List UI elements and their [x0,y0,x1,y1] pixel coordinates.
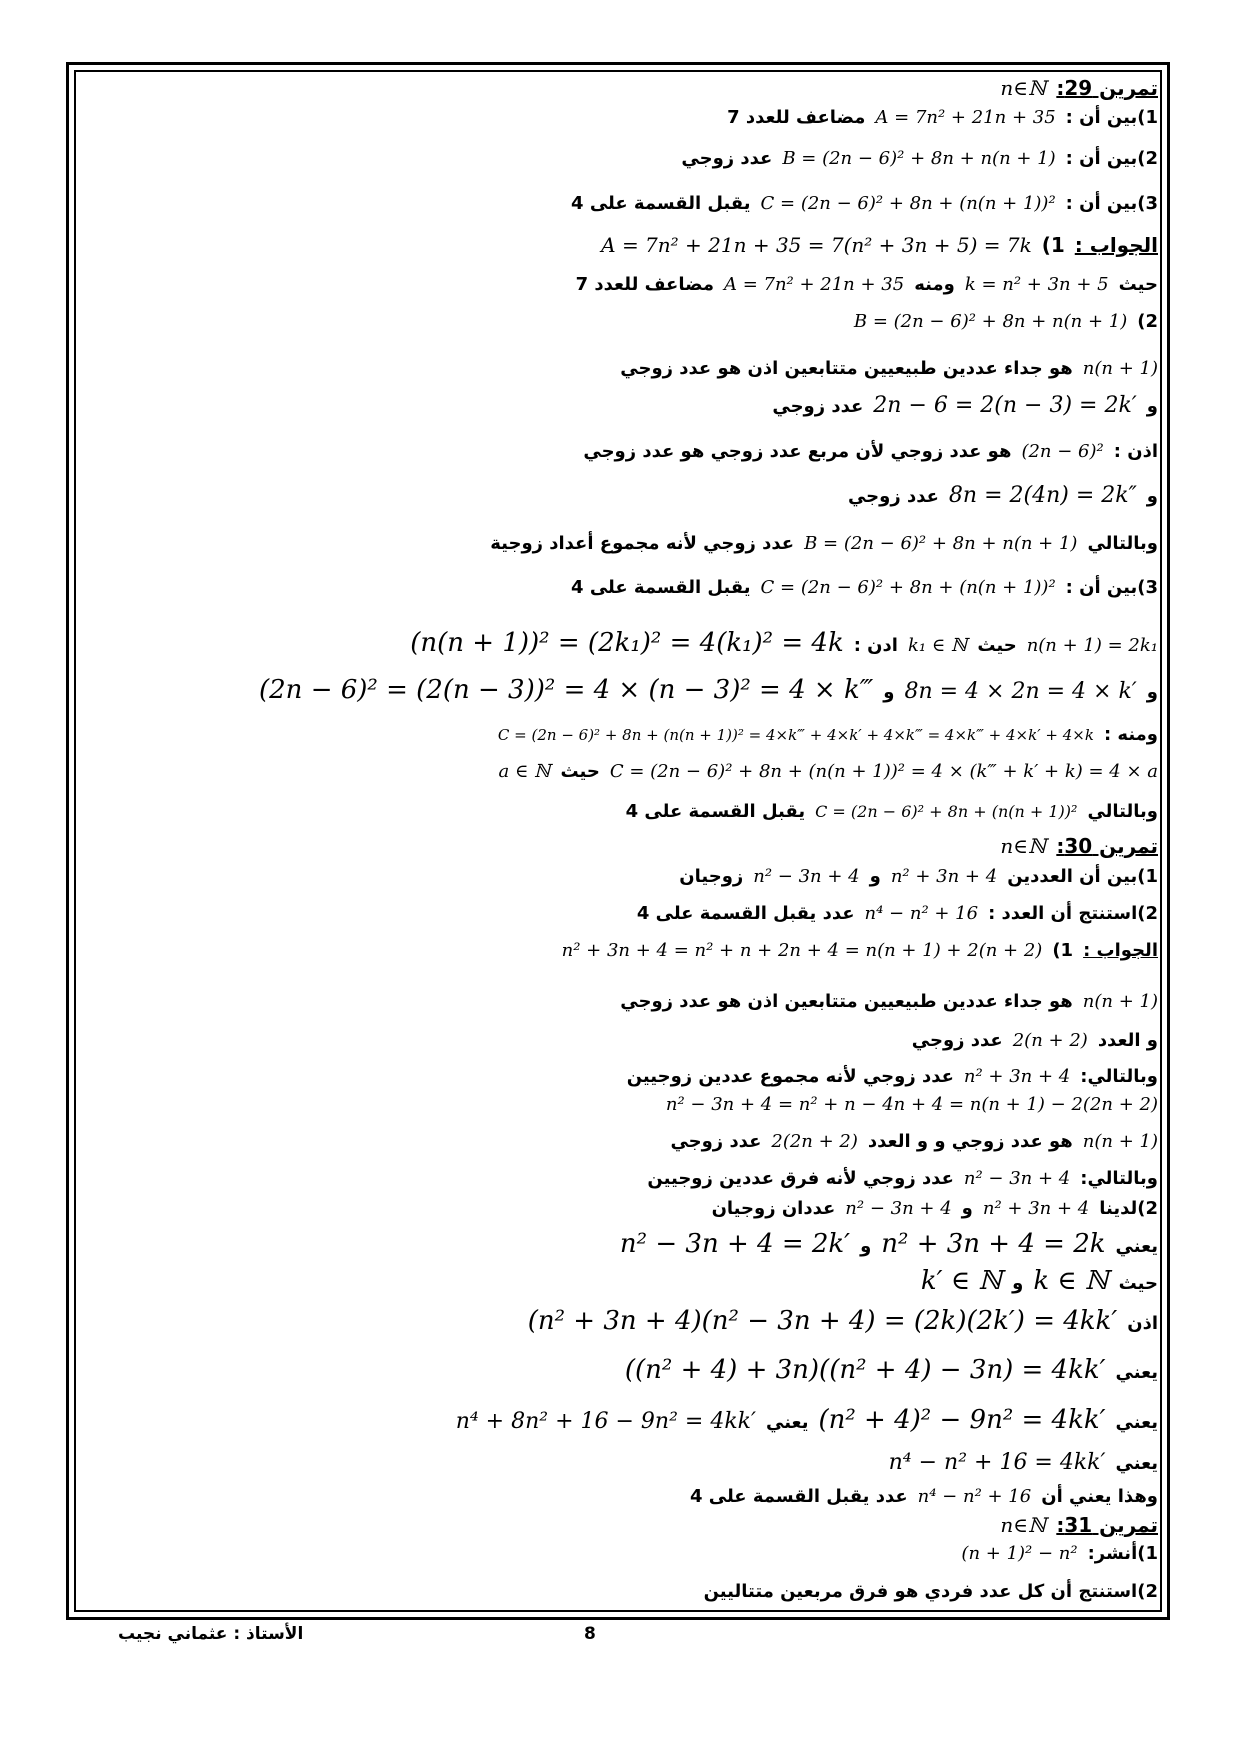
math: A = 7n² + 21n + 35 [875,107,1056,128]
exercise-30-line: عدد زوجي 2(2n + 2) هو عدد زوجي و و العدد n(n + 1) [670,1131,1158,1152]
exercise-30-line: عدد يقبل القسمة على 4 n⁴ − n² + 16 وهذا يعني أن [689,1486,1158,1507]
exercise-30-heading [1000,834,1158,858]
exercise-title: تمرين 31: [1056,1513,1158,1537]
exercise-30-question-1: زوجيان n² − 3n + 4 و n² + 3n + 4 1)بين أن العددين [679,866,1158,887]
exercise-29-line: C = (2n − 6)² + 8n + (n(n + 1))² = 4×k‴ + 4×k′ + 4×k‴ = 4×k‴ + 4×k′ + 4×k ومنه : [497,724,1158,745]
exercise-29-heading [1000,76,1158,100]
exercise-30-line: عدد زوجي لأنه فرق عددين زوجيين n² − 3n + 4 وبالتالي: [647,1168,1158,1189]
exercise-29-line: عدد زوجي 2n − 6 = 2(n − 3) = 2k′ و [772,393,1158,418]
condition: n∈ℕ [1000,834,1047,858]
exercise-30-line: عددان زوجيان n² − 3n + 4 و n² + 3n + 4 2)لدينا [711,1198,1158,1219]
math: A = 7n² + 21n + 35 = 7(n² + 3n + 5) = 7k [601,233,1032,257]
exercise-31-heading [1000,1513,1158,1537]
exercise-30-line: n⁴ + 8n² + 16 − 9n² = 4kk′ يعني (n² + 4)² − 9n² = 4kk′ يعني [455,1405,1158,1435]
exercise-30-line: هو جداء عددين طبيعيين متتابعين اذن هو عدد زوجي n(n + 1) [620,991,1158,1012]
exercise-29-question-2: عدد زوجي B = (2n − 6)² + 8n + n(n + 1) 2)بين أن : [681,148,1158,169]
answer-label: الجواب : [1083,940,1158,961]
exercise-title: تمرين 30: [1056,834,1158,858]
exercise-29-line: يقبل القسمة على 4 C = (2n − 6)² + 8n + (n(n + 1))² 3)بين أن : [571,577,1158,598]
math: B = (2n − 6)² + 8n + n(n + 1) [782,148,1056,169]
exercise-29-question-1: مضاعف للعدد 7 A = 7n² + 21n + 35 1)بين أن : [727,107,1158,128]
exercise-29-line: a ∈ ℕ حيث C = (2n − 6)² + 8n + (n(n + 1))² = 4 × (k‴ + k′ + k) = 4 × a [498,761,1158,782]
exercise-29-answer-1: A = 7n² + 21n + 35 = 7(n² + 3n + 5) = 7k 1) الجواب : [601,233,1158,257]
exercise-30-line: (n² + 3n + 4)(n² − 3n + 4) = (2k)(2k′) = 4kk′ اذن [527,1306,1158,1336]
exercise-30-question-2: عدد يقبل القسمة على 4 n⁴ − n² + 16 2)استنتج أن العدد : [636,903,1158,924]
exercise-29-line: يقبل القسمة على 4 C = (2n − 6)² + 8n + (n(n + 1))² وبالتالي [625,801,1158,822]
exercise-30-line: n⁴ − n² + 16 = 4kk′ يعني [888,1450,1158,1475]
exercise-29-line: عدد زوجي 8n = 2(4n) = 2k″ و [847,483,1158,508]
exercise-29-question-3: يقبل القسمة على 4 C = (2n − 6)² + 8n + (n(n + 1))² 3)بين أن : [571,193,1158,214]
math: C = (2n − 6)² + 8n + (n(n + 1))² [760,193,1056,214]
exercise-31-question-1: (n + 1)² − n² 1)أنشر: [961,1543,1158,1564]
exercise-29-line: هو عدد زوجي لأن مربع عدد زوجي هو عدد زوجي (2n − 6)² اذن : [583,441,1158,462]
exercise-title: تمرين 29: [1056,76,1158,100]
answer-label: الجواب : [1074,233,1158,257]
exercise-29-line: عدد زوجي لأنه مجموع أعداد زوجية B = (2n − 6)² + 8n + n(n + 1) وبالتالي [490,533,1158,554]
exercise-30-line: n² − 3n + 4 = n² + n − 4n + 4 = n(n + 1) − 2(2n + 2) [665,1094,1158,1115]
exercise-30-line: عدد زوجي لأنه مجموع عددين زوجيين n² + 3n + 4 وبالتالي: [626,1066,1158,1087]
condition: n∈ℕ [1000,76,1047,100]
condition: n∈ℕ [1000,1513,1047,1537]
exercise-30-line: n² − 3n + 4 = 2k′ و n² + 3n + 4 = 2k يعني [619,1229,1158,1259]
exercise-30-answer-1: n² + 3n + 4 = n² + n + 2n + 4 = n(n + 1) + 2(n + 2) 1) الجواب : [561,940,1158,961]
exercise-30-line: ((n² + 4) + 3n)((n² + 4) − 3n) = 4kk′ يعني [624,1355,1158,1385]
exercise-30-line: k′ ∈ ℕ و k ∈ ℕ حيث [920,1266,1158,1296]
exercise-29-line: هو جداء عددين طبيعيين متتابعين اذن هو عدد زوجي n(n + 1) [620,358,1158,379]
exercise-31-question-2: 2)استنتج أن كل عدد فردي هو فرق مربعين متتاليين [703,1581,1158,1602]
exercise-29-line: (n(n + 1))² = (2k₁)² = 4(k₁)² = 4k ادن : k₁ ∈ ℕ حيث n(n + 1) = 2k₁ [410,628,1158,658]
page-number: 8 [584,1624,596,1644]
exercise-29-line: مضاعف للعدد 7 A = 7n² + 21n + 35 ومنه k = n² + 3n + 5 حيث [575,274,1158,295]
exercise-29-line: B = (2n − 6)² + 8n + n(n + 1) 2) [853,311,1158,332]
exercise-29-line: (2n − 6)² = (2(n − 3))² = 4 × (n − 3)² = 4 × k‴ و 8n = 4 × 2n = 4 × k′ و [259,675,1158,705]
footer-author: الأستاذ : عثماني نجيب [118,1624,304,1644]
exercise-30-line: عدد زوجي 2(n + 2) و العدد [911,1030,1158,1051]
